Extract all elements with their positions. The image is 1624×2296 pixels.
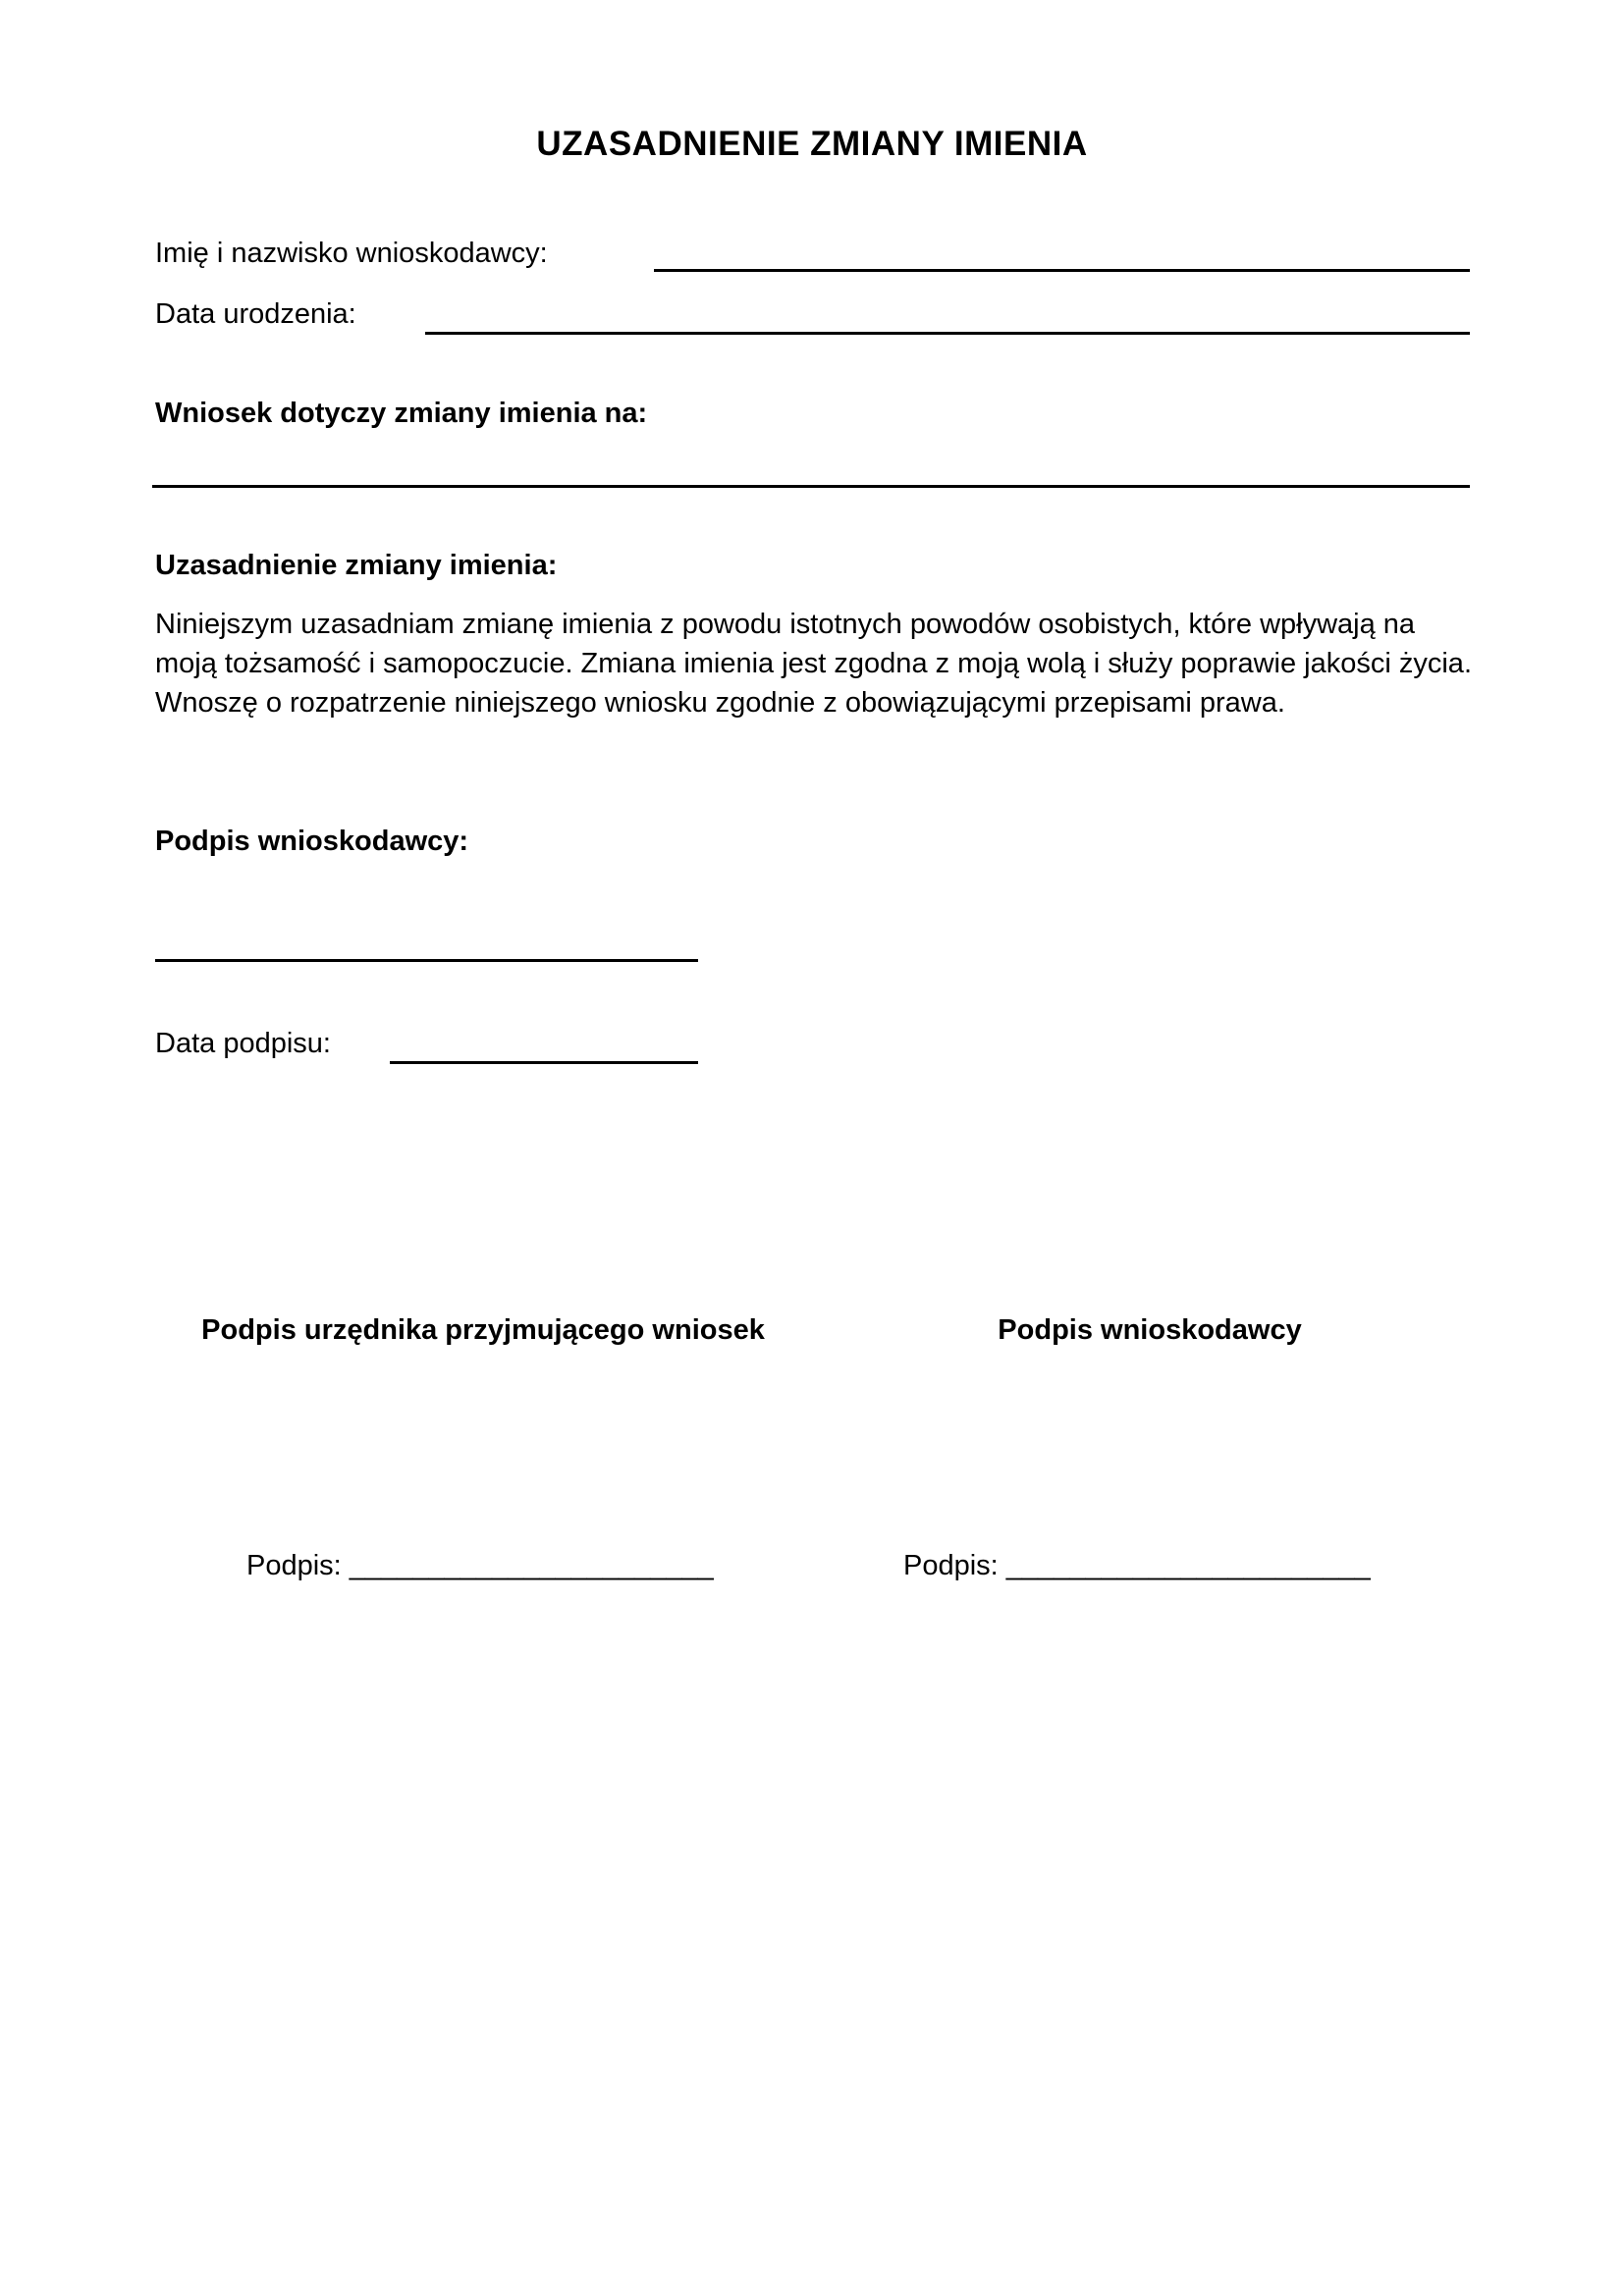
applicant-name-label: Imię i nazwisko wnioskodawcy: <box>155 238 548 269</box>
new-name-field-line <box>152 485 1470 488</box>
applicant-name-field-line <box>654 269 1470 272</box>
applicant-signature-row <box>903 1549 1371 1583</box>
birth-date-label: Data urodzenia: <box>155 298 356 330</box>
official-signature-label: Podpis: <box>246 1550 342 1581</box>
request-heading: Wniosek dotyczy zmiany imienia na: <box>155 398 648 429</box>
official-signature-row <box>246 1549 714 1583</box>
signature-field-line <box>155 959 698 962</box>
justification-heading: Uzasadnienie zmiany imienia: <box>155 550 558 581</box>
birth-date-field-line <box>425 332 1470 335</box>
applicant-signature-label: Podpis: <box>903 1550 999 1581</box>
applicant-signature-placeholder-line: _______________________ <box>1005 1550 1371 1581</box>
signature-date-label: Data podpisu: <box>155 1028 331 1059</box>
official-signature-placeholder-line: _______________________ <box>349 1550 714 1581</box>
signature-heading: Podpis wnioskodawcy: <box>155 826 469 857</box>
document-title: UZASADNIENIE ZMIANY IMIENIA <box>536 125 1088 163</box>
signature-date-field-line <box>390 1061 698 1064</box>
official-signature-heading: Podpis urzędnika przyjmującego wniosek <box>201 1314 765 1346</box>
applicant-signature-heading: Podpis wnioskodawcy <box>998 1314 1302 1346</box>
justification-paragraph: Niniejszym uzasadniam zmianę imienia z powodu istotnych powodów osobistych, które wpływają na moją tożsamość i samopoczucie. Zmiana imienia jest zgodna z moją wolą i służy poprawie jakości życia. Wnoszę o rozpatrzenie niniejszego wniosku zgodnie z obowiązującymi przepisami prawa. <box>155 609 1472 719</box>
